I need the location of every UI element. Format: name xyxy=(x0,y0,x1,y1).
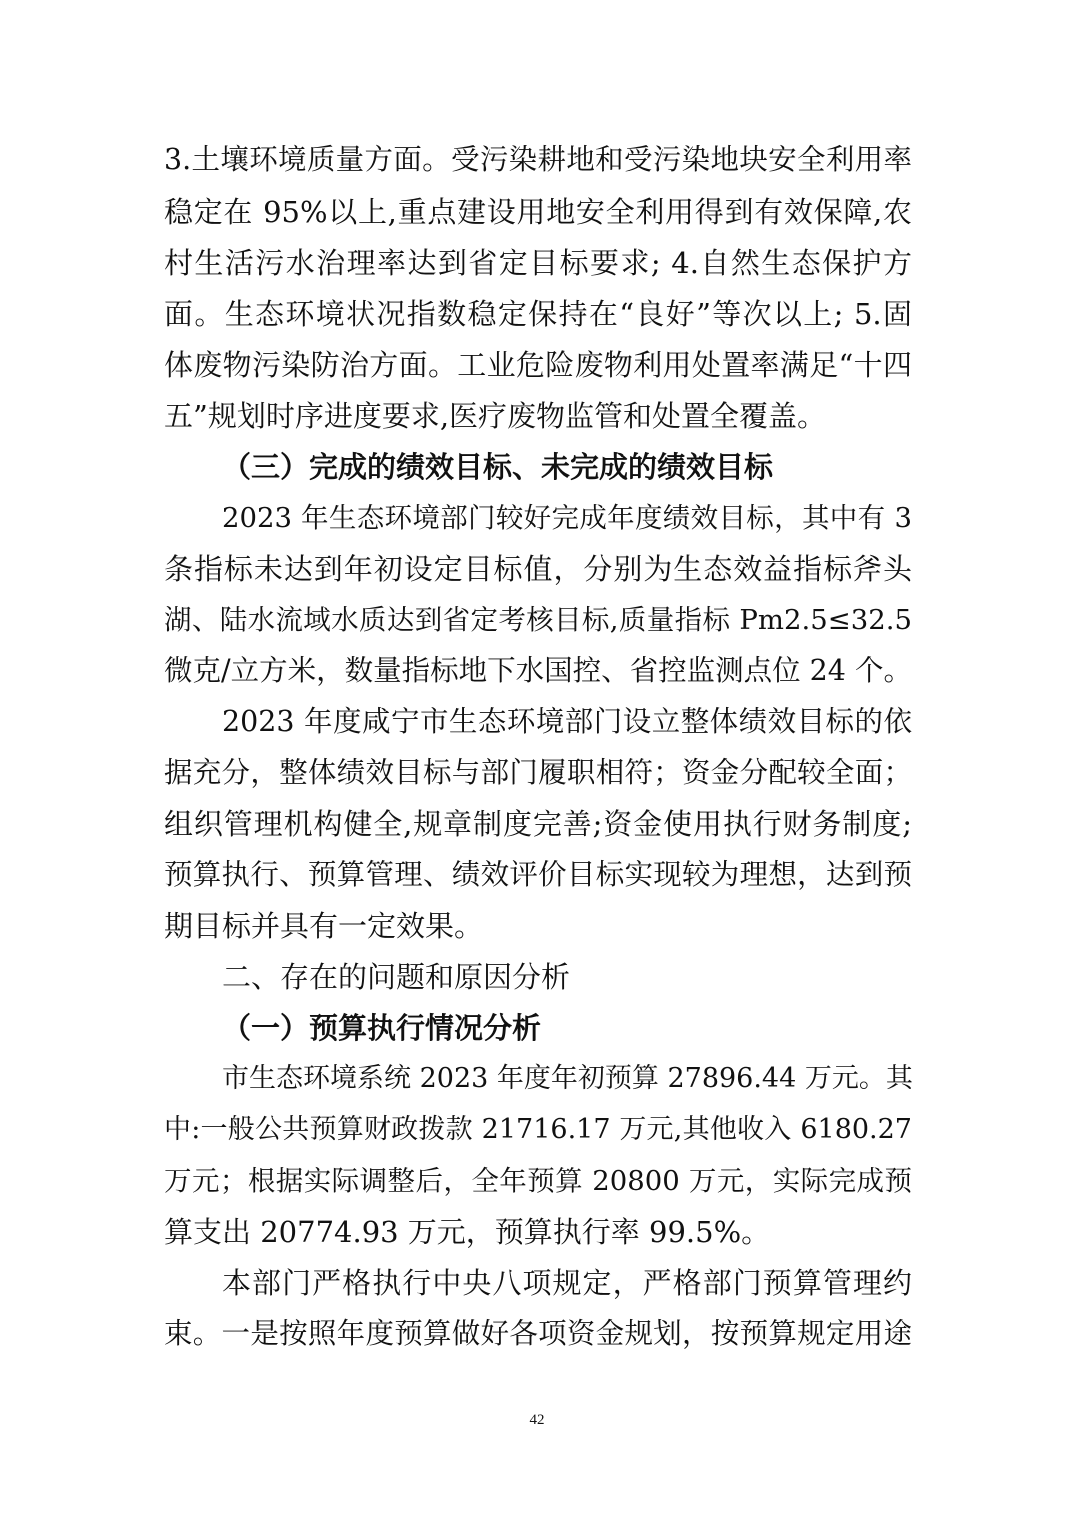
body-text-line: 据充分，整体绩效目标与部门履职相符；资金分配较全面； xyxy=(164,756,912,789)
body-text-line: 中:一般公共预算财政拨款 21716.17 万元,其他收入 6180.27 xyxy=(164,1114,912,1145)
body-text-line: 五”规划时序进度要求,医疗废物监管和处置全覆盖。 xyxy=(164,399,827,433)
body-text-line: 体废物污染防治方面。工业危险废物利用处置率满足“十四 xyxy=(164,348,912,382)
body-text-line: 预算执行、预算管理、绩效评价目标实现较为理想，达到预 xyxy=(164,858,912,891)
body-text-line: 算支出 20774.93 万元，预算执行率 99.5%。 xyxy=(164,1215,771,1249)
body-text-line: 面。生态环境状况指数稳定保持在“良好”等次以上; 5.固 xyxy=(164,297,912,331)
body-text-line: 市生态环境系统 2023 年度年初预算 27896.44 万元。其 xyxy=(222,1063,913,1094)
page-number: 42 xyxy=(529,1412,545,1428)
body-text-line: 2023 年度咸宁市生态环境部门设立整体绩效目标的依 xyxy=(222,705,912,738)
body-text-line: 本部门严格执行中央八项规定，严格部门预算管理约 xyxy=(222,1266,912,1300)
body-text-line: 稳定在 95%以上,重点建设用地安全利用得到有效保障,农 xyxy=(164,195,912,229)
body-text-line: 条指标未达到年初设定目标值，分别为生态效益指标斧头 xyxy=(164,552,912,586)
body-text-line: 3.土壤环境质量方面。受污染耕地和受污染地块安全利用率 xyxy=(164,143,912,176)
section-heading: （三）完成的绩效目标、未完成的绩效目标 xyxy=(222,450,774,484)
section-heading: （一）预算执行情况分析 xyxy=(222,1011,542,1045)
chapter-heading: 二、存在的问题和原因分析 xyxy=(222,960,571,994)
body-text-line: 期目标并具有一定效果。 xyxy=(164,909,484,943)
body-text-line: 湖、陆水流域水质达到省定考核目标,质量指标 Pm2.5≤32.5 xyxy=(164,604,912,636)
body-text-line: 微克/立方米，数量指标地下水国控、省控监测点位 24 个。 xyxy=(164,654,912,687)
body-text-line: 束。一是按照年度预算做好各项资金规划，按预算规定用途 xyxy=(164,1317,912,1350)
body-text-line: 万元；根据实际调整后，全年预算 20800 万元，实际完成预 xyxy=(164,1165,912,1197)
body-text-line: 组织管理机构健全,规章制度完善;资金使用执行财务制度; xyxy=(164,807,912,841)
body-text-line: 村生活污水治理率达到省定目标要求; 4.自然生态保护方 xyxy=(164,246,912,280)
body-text-line: 2023 年生态环境部门较好完成年度绩效目标，其中有 3 xyxy=(222,502,912,534)
